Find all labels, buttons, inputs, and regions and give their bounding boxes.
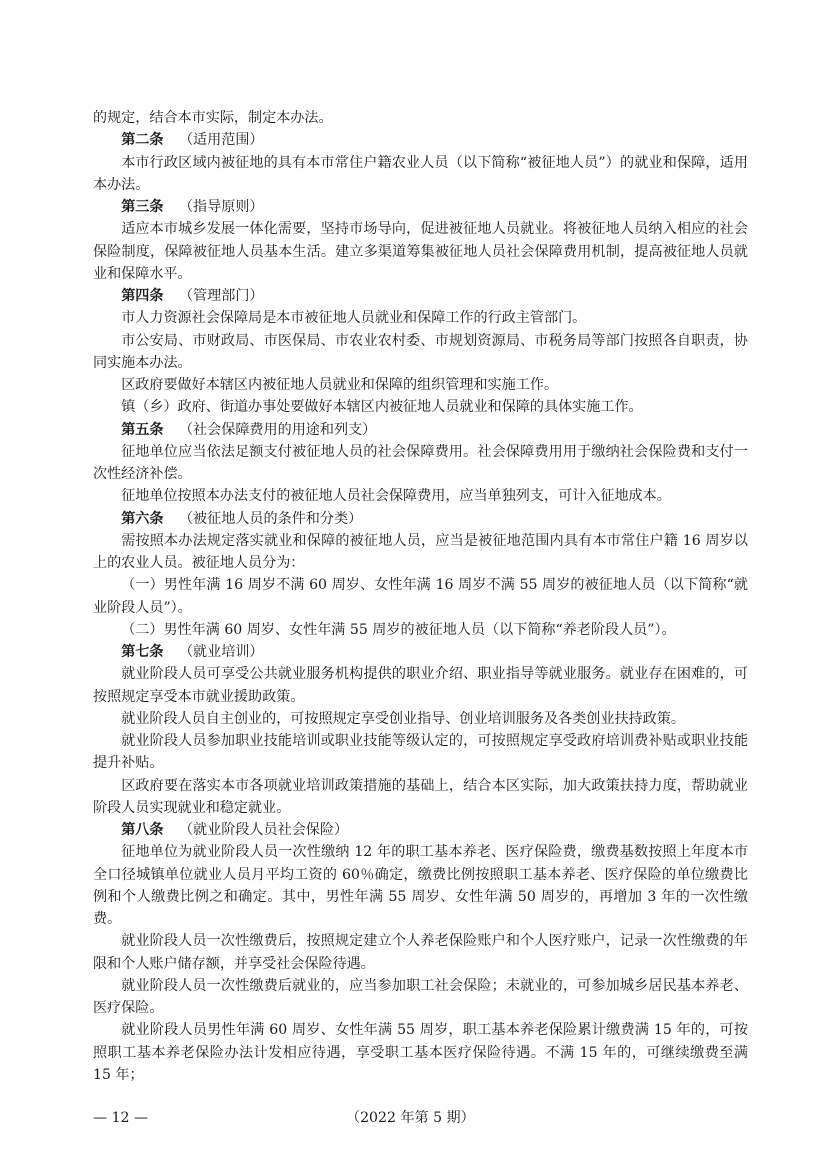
paragraph: 区政府要在落实本市各项就业培训政策措施的基础上，结合本区实际，加大政策扶持力度，帮助就业阶段人员实现就业和稳定就业。 <box>93 777 748 816</box>
article-heading <box>93 508 748 530</box>
paragraph: 就业阶段人员可享受公共就业服务机构提供的职业介绍、职业指导等就业服务。就业存在困难的，可按照规定享受本市就业援助政策。 <box>93 666 748 705</box>
article-title: （被征地人员的条件和分类） <box>178 510 363 527</box>
paragraph: 市人力资源社会保障局是本市被征地人员就业和保障工作的行政主管部门。 <box>121 310 587 327</box>
paragraph: （二）男性年满 60 周岁、女性年满 55 周岁的被征地人员（以下简称“养老阶段人员”）。 <box>121 621 676 638</box>
paragraph: 市公安局、市财政局、市医保局、市农业农村委、市规划资源局、市税务局等部门按照各自职责，协同实施本办法。 <box>93 332 748 371</box>
paragraph: 镇（乡）政府、街道办事处要做好本辖区内被征地人员就业和保障的具体实施工作。 <box>121 399 643 416</box>
article-number: 第八条 <box>121 822 164 838</box>
article-number: 第三条 <box>121 199 164 215</box>
article-number: 第二条 <box>121 132 164 149</box>
paragraph: 就业阶段人员一次性缴费后，按照规定建立个人养老保险账户和个人医疗账户，记录一次性缴费的年限和个人账户储存额，并享受社会保险待遇。 <box>93 933 748 972</box>
article-title: （适用范围） <box>178 132 264 149</box>
paragraph: 就业阶段人员自主创业的，可按照规定享受创业指导、创业培训服务及各类创业扶持政策。 <box>121 710 685 727</box>
paragraph: 就业阶段人员参加职业技能培训或职业技能等级认定的，可按照规定享受政府培训费补贴或职业技能提升补贴。 <box>93 733 748 772</box>
article-title: （社会保障费用的用途和列支） <box>178 421 377 438</box>
paragraph: 征地单位为就业阶段人员一次性缴纳 12 年的职工基本养老、医疗保险费，缴费基数按照上年度本市全口径城镇单位就业人员月平均工资的 60％确定，缴费比例按照职工基本养老、医疗保险的单位缴费比例和个人缴费比例之和确定。其中，男性年满 55 周岁、女性年满 50 周岁的，再增加 3 年的一次性缴费。 <box>93 844 748 927</box>
paragraph: 本市行政区域内被征地的具有本市常住户籍农业人员（以下简称“被征地人员”）的就业和保障，适用本办法。 <box>93 154 748 193</box>
document-body <box>93 107 748 1086</box>
article-title: （就业阶段人员社会保险） <box>178 822 349 838</box>
article-number: 第六条 <box>121 510 164 527</box>
paragraph: 的规定，结合本市实际，制定本办法。 <box>93 110 333 126</box>
paragraph: 就业阶段人员男性年满 60 周岁、女性年满 55 周岁，职工基本养老保险累计缴费满 15 年的，可按照职工基本养老保险办法计发相应待遇，享受职工基本医疗保险待遇。不满 15 年的，可继续缴费至满 15 年； <box>93 1022 748 1083</box>
paragraph: 就业阶段人员一次性缴费后就业的，应当参加职工社会保险；未就业的，可参加城乡居民基本养老、医疗保险。 <box>93 977 748 1016</box>
article-title: （就业培训） <box>178 644 264 660</box>
article-number: 第五条 <box>121 421 164 438</box>
article-title: （管理部门） <box>178 288 264 304</box>
paragraph: 征地单位应当依法足额支付被征地人员的社会保障费用。社会保障费用用于缴纳社会保险费和支付一次性经济补偿。 <box>93 443 748 482</box>
article-heading <box>93 196 748 218</box>
paragraph: 征地单位按照本办法支付的被征地人员社会保障费用，应当单独列支，可计入征地成本。 <box>121 488 671 505</box>
article-heading <box>93 419 748 441</box>
article-heading <box>93 285 748 307</box>
paragraph: （一）男性年满 16 周岁不满 60 周岁、女性年满 16 周岁不满 55 周岁的被征地人员（以下简称“就业阶段人员”）。 <box>93 577 748 616</box>
paragraph: 区政府要做好本辖区内被征地人员就业和保障的组织管理和实施工作。 <box>121 377 559 393</box>
article-number: 第七条 <box>121 644 164 660</box>
page-number: — 12 — <box>93 1110 149 1126</box>
paragraph: 需按照本办法规定落实就业和保障的被征地人员，应当是被征地范围内具有本市常住户籍 16 周岁以上的农业人员。被征地人员分为： <box>93 532 748 571</box>
paragraph: 适应本市城乡发展一体化需要，坚持市场导向，促进被征地人员就业。将被征地人员纳入相应的社会保险制度，保障被征地人员基本生活。建立多渠道筹集被征地人员社会保障费用机制，提高被征地人员就业和保障水平。 <box>93 221 748 282</box>
article-heading <box>93 819 748 841</box>
article-heading <box>93 641 748 663</box>
article-title: （指导原则） <box>178 199 264 215</box>
article-heading <box>93 129 748 151</box>
issue-label: （2022 年第 5 期） <box>346 1110 475 1126</box>
article-number: 第四条 <box>121 288 164 304</box>
